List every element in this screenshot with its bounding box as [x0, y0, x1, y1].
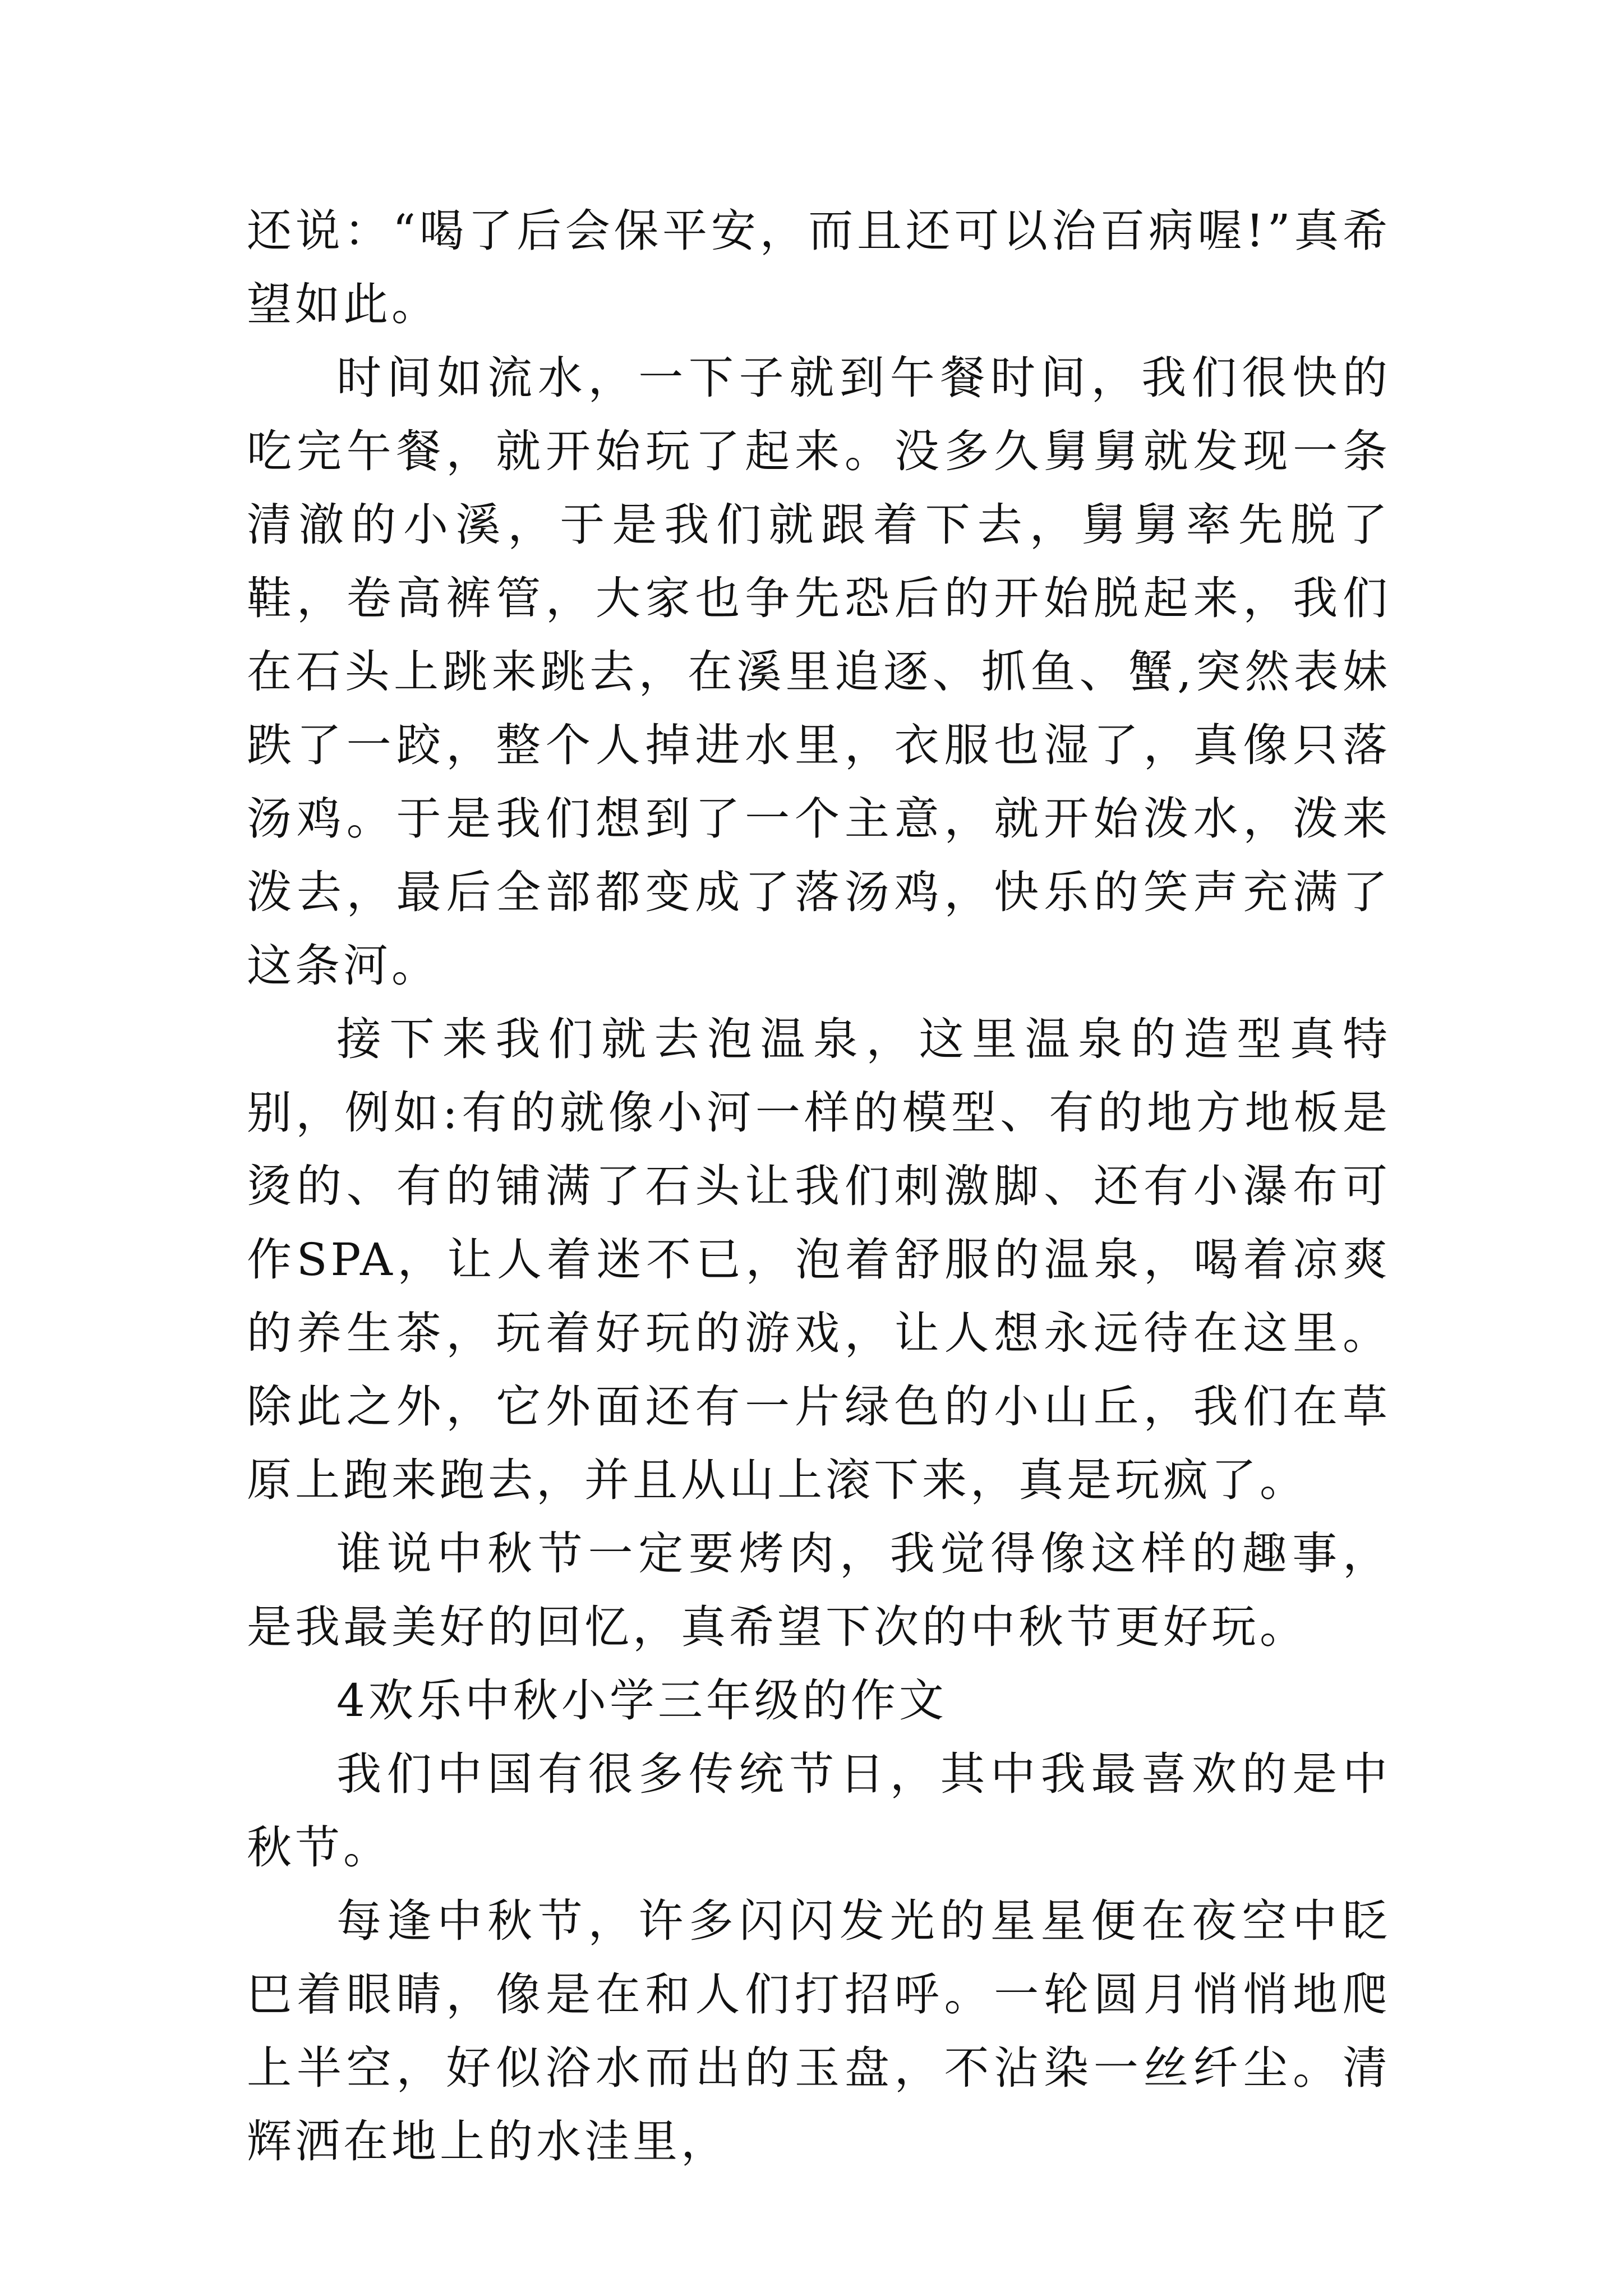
paragraph-continuation: 还说：“喝了后会保平安，而且还可以治百病喔!”真希望如此。 [247, 205, 1391, 330]
paragraph-hot-spring: 接下来我们就去泡温泉，这里温泉的造型真特别，例如:有的就像小河一样的模型、有的地方地板是烫的、有的铺满了石头让我们刺激脚、还有小瀑布可作SPA，让人着迷不已，泡着舒服的温泉，喝着凉爽的养生茶，玩着好玩的游戏，让人想永远待在这里。除此之外，它外面还有一片绿色的小山丘，我们在草原上跑来跑去，并且从山上滚下来，真是玩疯了。 [247, 1013, 1391, 1506]
document-body [247, 194, 1391, 2178]
paragraph-favorite-festival: 我们中国有很多传统节日，其中我最喜欢的是中秋节。 [247, 1748, 1391, 1874]
paragraph-night-sky: 每逢中秋节，许多闪闪发光的星星便在夜空中眨巴着眼睛，像是在和人们打招呼。一轮圆月悄悄地爬上半空，好似浴水而出的玉盘，不沾染一丝纤尘。清辉洒在地上的水洼里， [247, 1895, 1391, 2168]
paragraph-lunch-stream: 时间如流水，一下子就到午餐时间，我们很快的吃完午餐，就开始玩了起来。没多久舅舅就发现一条清澈的小溪，于是我们就跟着下去，舅舅率先脱了鞋，卷高裤管，大家也争先恐后的开始脱起来，我们在石头上跳来跳去，在溪里追逐、抓鱼、蟹,突然表妹跌了一跤，整个人掉进水里，衣服也湿了，真像只落汤鸡。于是我们想到了一个主意，就开始泼水，泼来泼去，最后全部都变成了落汤鸡，快乐的笑声充满了这条河。 [247, 352, 1391, 992]
paragraph-conclusion: 谁说中秋节一定要烤肉，我觉得像这样的趣事，是我最美好的回忆，真希望下次的中秋节更好玩。 [247, 1527, 1391, 1653]
essay-heading: 4欢乐中秋小学三年级的作文 [336, 1674, 947, 1727]
